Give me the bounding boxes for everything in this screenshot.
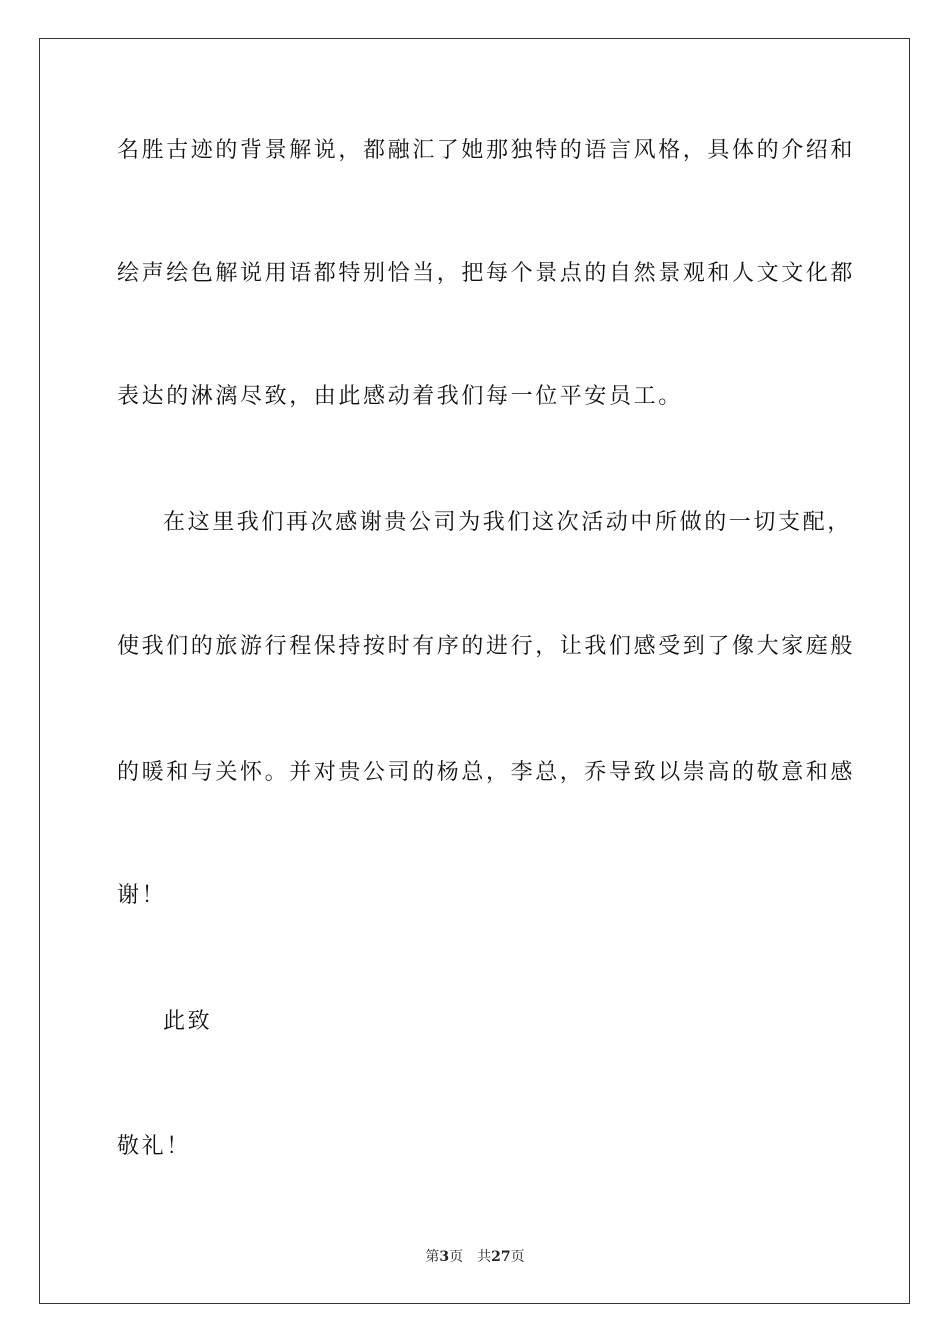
page-number: 3	[439, 1249, 450, 1265]
body-line: 表达的淋漓尽致，由此感动着我们每一位平安员工。	[117, 384, 683, 409]
body-line: 谢！	[117, 883, 167, 908]
body-line: 在这里我们再次感谢贵公司为我们这次活动中所做的一切支配，	[163, 510, 852, 535]
total-suffix: 页	[510, 1249, 525, 1265]
page-suffix: 页	[449, 1249, 464, 1265]
body-line: 绘声绘色解说用语都特别恰当，把每个景点的自然景观和人文文化都	[117, 261, 856, 286]
total-pages: 27	[491, 1249, 511, 1265]
body-line: 的暖和与关怀。并对贵公司的杨总，李总，乔导致以崇高的敬意和感	[117, 760, 856, 785]
page-footer	[0, 1248, 950, 1266]
total-prefix: 共	[477, 1249, 492, 1265]
closing-salutation: 此致	[163, 1009, 213, 1034]
body-line: 名胜古迹的背景解说，都融汇了她那独特的语言风格，具体的介绍和	[117, 138, 856, 163]
body-line: 使我们的旅游行程保持按时有序的进行，让我们感受到了像大家庭般	[117, 634, 856, 659]
page-border	[39, 38, 910, 1304]
closing-regards: 敬礼！	[117, 1134, 191, 1159]
page-prefix: 第	[425, 1249, 440, 1265]
